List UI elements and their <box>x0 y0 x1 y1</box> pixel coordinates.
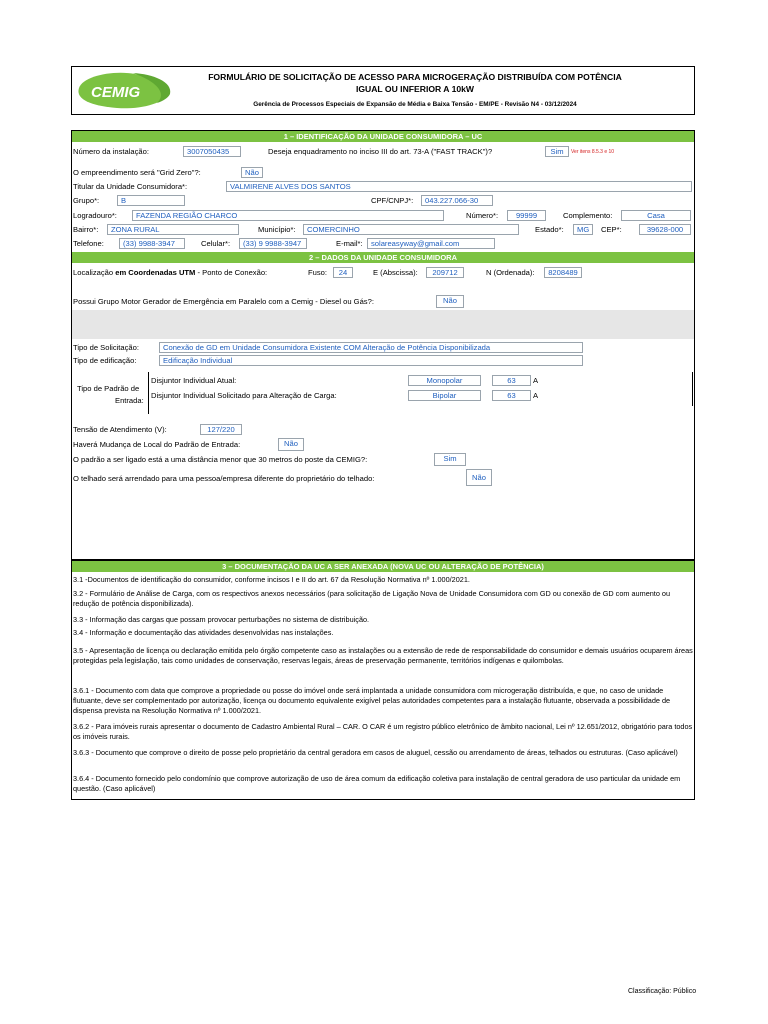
cep-label: CEP*: <box>601 225 622 234</box>
breaker-current-unit: A <box>533 376 539 385</box>
roof-field[interactable]: Não <box>466 469 492 486</box>
fast-track-note: Ver itens 8.5.3 e 10 <box>571 149 615 155</box>
building-type-select[interactable]: Edificação Individual <box>159 355 583 366</box>
holder-field[interactable]: VALMIRENE ALVES DOS SANTOS <box>226 181 692 192</box>
breaker-new-amp[interactable]: 63 <box>492 390 531 401</box>
utm-label-post: - Ponto de Conexão: <box>195 268 268 277</box>
breaker-current-type[interactable]: Monopolar <box>408 375 481 386</box>
doc-item-3-5: 3.5 - Apresentação de licença ou declaração emitida pelo órgão competente caso as instalações ou a extensão de rede de responsabilidade do consumidor e demais usuários ocuparem áreas protegidas pela legislação, tais como unidades de conservação, reservas legais, áreas de preservação permanente, territórios indígenas e quilombolas. <box>73 646 693 665</box>
request-type-select[interactable]: Conexão de GD em Unidade Consumidora Existente COM Alteração de Potência Disponibilizada <box>159 342 583 353</box>
street-label: Logradouro*: <box>73 211 117 220</box>
request-type-label: Tipo de Solicitação: <box>73 343 139 352</box>
email-label: E-mail*: <box>336 239 363 248</box>
complement-label: Complemento: <box>563 211 613 220</box>
city-field[interactable]: COMERCINHO <box>303 224 519 235</box>
doc-item-3-6-4: 3.6.4 - Documento fornecido pelo condomínio que comprove autorização de uso de área comum da edificação coletiva para instalação de central geradora de uso particular da unidade em questão. (Caso aplicável) <box>73 774 681 793</box>
doc-item-3-3: 3.3 - Informação das cargas que possam provocar perturbações no sistema de distribuição. <box>73 615 370 624</box>
doc-item-3-1: 3.1 -Documentos de identificação do consumidor, conforme incisos I e II do art. 67 da Resolução Normativa nº 1.000/2021. <box>73 575 470 584</box>
complement-field[interactable]: Casa <box>621 210 691 221</box>
cep-field[interactable]: 39628-000 <box>639 224 691 235</box>
group-label: Grupo*: <box>73 196 100 205</box>
state-label: Estado*: <box>535 225 564 234</box>
pattern-bracket-right <box>692 372 693 406</box>
number-label: Número*: <box>466 211 499 220</box>
cemig-logo <box>73 68 177 112</box>
utm-label-pre: Localização <box>73 268 116 277</box>
breaker-new-type[interactable]: Bipolar <box>408 390 481 401</box>
district-label: Bairro*: <box>73 225 99 234</box>
relocation-label: Haverá Mudança de Local do Padrão de Entrada: <box>73 440 241 449</box>
district-field[interactable]: ZONA RURAL <box>107 224 239 235</box>
roof-label: O telhado será arrendado para uma pessoa/empresa diferente do proprietário do telhado: <box>73 474 375 483</box>
group-field[interactable]: B <box>117 195 185 206</box>
form-title-line-1: FORMULÁRIO DE SOLICITAÇÃO DE ACESSO PARA MICROGERAÇÃO DISTRIBUÍDA COM POTÊNCIA <box>208 72 622 82</box>
breaker-current-amp[interactable]: 63 <box>492 375 531 386</box>
doc-item-3-4: 3.4 - Informação e documentação das atividades desenvolvidas nas instalações. <box>73 628 334 637</box>
fast-track-label: Deseja enquadramento no inciso III do art. 73-A ("FAST TRACK")? <box>268 147 493 156</box>
doc-item-3-2: 3.2 - Formulário de Análise de Carga, com os respectivos anexos necessários (para solicitação de Ligação Nova de Unidade Consumidora com GD ou conexão de GD com aumento ou redução de potência disponibilizada). <box>73 589 671 608</box>
fuso-label: Fuso: <box>308 268 327 277</box>
breaker-current-label: Disjuntor Individual Atual: <box>151 376 237 385</box>
generator-label: Possui Grupo Motor Gerador de Emergência em Paralelo com a Cemig - Diesel ou Gás?: <box>73 297 374 306</box>
installation-field[interactable]: 3007050435 <box>183 146 241 157</box>
pattern-bracket <box>148 372 149 414</box>
fast-track-field[interactable]: Sim <box>545 146 569 157</box>
voltage-label: Tensão de Atendimento (V): <box>73 425 167 434</box>
building-type-label: Tipo de edificação: <box>73 356 137 365</box>
cell-label: Celular*: <box>201 239 231 248</box>
section-3-header: 3 – DOCUMENTAÇÃO DA UC A SER ANEXADA (NOVA UC OU ALTERAÇÃO DE POTÊNCIA) <box>72 561 694 572</box>
y-field[interactable]: 8208489 <box>544 267 582 278</box>
number-field[interactable]: 99999 <box>507 210 546 221</box>
generator-field[interactable]: Não <box>436 295 464 308</box>
city-label: Município*: <box>258 225 296 234</box>
state-field[interactable]: MG <box>573 224 593 235</box>
street-field[interactable]: FAZENDA REGIÃO CHARCO <box>132 210 444 221</box>
grid-zero-label: O empreendimento será "Grid Zero"?: <box>73 168 201 177</box>
distance-field[interactable]: Sim <box>434 453 466 466</box>
cpf-label: CPF/CNPJ*: <box>371 196 414 205</box>
fuso-field[interactable]: 24 <box>333 267 353 278</box>
grey-band <box>72 310 694 339</box>
distance-label: O padrão a ser ligado está a uma distância menor que 30 metros do poste da CEMIG?: <box>73 455 368 464</box>
doc-item-3-6-2: 3.6.2 - Para imóveis rurais apresentar o documento de Cadastro Ambiental Rural – CAR. O CAR é um registro público eletrônico de âmbito nacional, Lei nº 12.651/2012, obrigatório para todos os imóveis rurais. <box>73 722 693 741</box>
voltage-field[interactable]: 127/220 <box>200 424 242 435</box>
pattern-label-2: Entrada: <box>115 396 144 405</box>
cpf-field[interactable]: 043.227.066-30 <box>421 195 493 206</box>
utm-label-bold: em Coordenadas UTM <box>115 268 196 277</box>
classification-label: Classificação: Público <box>628 988 697 995</box>
email-field[interactable]: solareasyway@gmail.com <box>367 238 495 249</box>
x-field[interactable]: 209712 <box>426 267 464 278</box>
grid-zero-field[interactable]: Não <box>241 167 263 178</box>
breaker-new-label: Disjuntor Individual Solicitado para Alteração de Carga: <box>151 391 337 400</box>
phone-label: Telefone: <box>73 239 104 248</box>
x-label: E (Abscissa): <box>373 268 418 277</box>
cell-field[interactable]: (33) 9 9988-3947 <box>239 238 307 249</box>
section-1-header: 1 – IDENTIFICAÇÃO DA UNIDADE CONSUMIDORA – UC <box>72 131 694 142</box>
y-label: N (Ordenada): <box>486 268 535 277</box>
relocation-field[interactable]: Não <box>278 438 304 451</box>
installation-label: Número da instalação: <box>73 147 149 156</box>
doc-item-3-6-3: 3.6.3 - Documento que comprove o direito de posse pelo proprietário da central geradora em casos de aluguel, cessão ou arrendamento de áreas, telhados ou estruturas. (Caso aplicável) <box>73 748 678 757</box>
form-subtitle: Gerência de Processos Especiais de Expansão de Média e Baixa Tensão - EM/PE - Revisão N4 - 03/12/2024 <box>253 101 577 108</box>
phone-field[interactable]: (33) 9988-3947 <box>119 238 185 249</box>
holder-label: Titular da Unidade Consumidora*: <box>73 182 188 191</box>
utm-label <box>73 268 267 278</box>
doc-item-3-6-1: 3.6.1 - Documento com data que comprove a propriedade ou posse do imóvel onde será implantada a unidade consumidora com microgeração distribuída, e que, no caso de unidade flutuante, deve ser complementado por autorização, licença ou documento equivalente exigível pelas autoridades competentes para a instalação flutuante, observada a possibilidade de dispensa prevista na Resolução Normativa nº 1.000/2021. <box>73 686 671 715</box>
form-title-line-2: IGUAL OU INFERIOR A 10kW <box>355 84 475 94</box>
svg-text:CEMIG: CEMIG <box>91 84 141 101</box>
pattern-label-1: Tipo de Padrão de <box>77 384 140 393</box>
breaker-new-unit: A <box>533 391 539 400</box>
section-2-header: 2 – DADOS DA UNIDADE CONSUMIDORA <box>72 252 694 263</box>
